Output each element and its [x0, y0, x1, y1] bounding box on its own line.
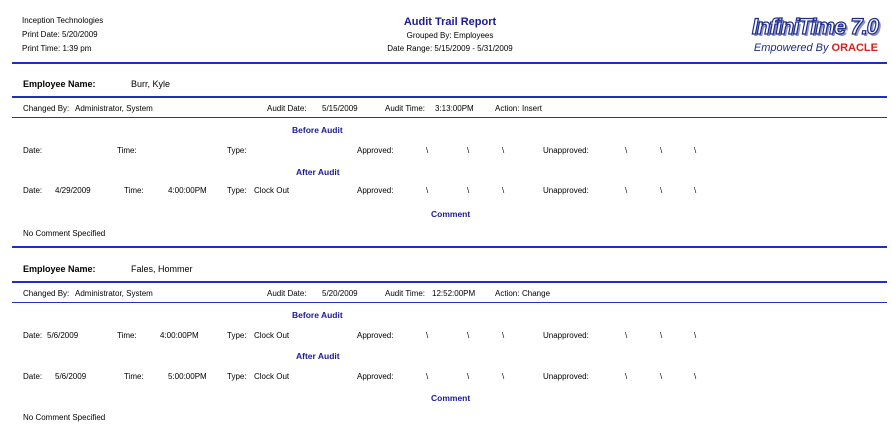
- after-type-value: Clock Out: [254, 372, 290, 381]
- action-label: Action:: [495, 104, 520, 113]
- slash: \: [467, 186, 470, 195]
- slash: \: [502, 331, 505, 340]
- grouped-by: Grouped By: Employees: [406, 31, 494, 40]
- after-time-label: Time:: [124, 372, 144, 381]
- employee-name-value: Burr, Kyle: [131, 79, 171, 89]
- divider: [12, 96, 887, 98]
- after-type-value: Clock Out: [254, 186, 290, 195]
- slash: \: [625, 186, 628, 195]
- after-unapproved-label: Unapproved:: [543, 372, 589, 381]
- action-value: Insert: [522, 104, 543, 113]
- before-approved-label: Approved:: [357, 146, 394, 155]
- audit-time-label: Audit Time:: [385, 289, 426, 298]
- changed-by-value: Administrator, System: [75, 289, 153, 298]
- changed-by-label: Changed By:: [23, 104, 70, 113]
- action-label: Action:: [495, 289, 520, 298]
- after-audit-heading: After Audit: [296, 351, 340, 361]
- slash: \: [625, 331, 628, 340]
- before-time-label: Time:: [117, 146, 137, 155]
- logo-tagline: Empowered By: [753, 42, 829, 54]
- before-unapproved-label: Unapproved:: [543, 146, 589, 155]
- audit-time-value: 12:52:00PM: [432, 289, 476, 298]
- before-time-value: 4:00:00PM: [160, 331, 199, 340]
- slash: \: [694, 372, 697, 381]
- audit-date-label: Audit Date:: [267, 289, 307, 298]
- slash: \: [467, 146, 470, 155]
- slash: \: [467, 331, 470, 340]
- print-time: Print Time: 1:39 pm: [22, 44, 92, 53]
- slash: \: [694, 146, 697, 155]
- after-approved-label: Approved:: [357, 372, 394, 381]
- slash: \: [660, 186, 663, 195]
- before-date-value: 5/6/2009: [47, 331, 79, 340]
- after-type-label: Type:: [227, 186, 247, 195]
- divider: [12, 246, 887, 248]
- logo-brand: ORACLE: [831, 42, 878, 54]
- logo-product: InfiniTime 7.0: [751, 14, 878, 39]
- divider: [12, 62, 887, 64]
- employee-name-label: Employee Name:: [23, 264, 96, 274]
- after-time-value: 5:00:00PM: [168, 372, 207, 381]
- comment-text: No Comment Specified: [23, 413, 106, 422]
- before-audit-heading: Before Audit: [292, 125, 343, 135]
- before-approved-label: Approved:: [357, 331, 394, 340]
- slash: \: [660, 331, 663, 340]
- before-type-value: Clock Out: [254, 331, 290, 340]
- changed-by-label: Changed By:: [23, 289, 70, 298]
- slash: \: [426, 146, 429, 155]
- report-title: Audit Trail Report: [403, 16, 497, 28]
- divider: [12, 117, 887, 118]
- infinitime-logo: [705, 15, 880, 57]
- audit-date-value: 5/20/2009: [322, 289, 358, 298]
- before-unapproved-label: Unapproved:: [543, 331, 589, 340]
- report-header-info: [22, 14, 103, 56]
- slash: \: [502, 186, 505, 195]
- audit-date-label: Audit Date:: [267, 104, 307, 113]
- slash: \: [694, 186, 697, 195]
- slash: \: [426, 186, 429, 195]
- slash: \: [467, 372, 470, 381]
- divider: [12, 302, 887, 303]
- slash: \: [660, 146, 663, 155]
- slash: \: [502, 146, 505, 155]
- after-date-value: 5/6/2009: [55, 372, 87, 381]
- after-date-label: Date:: [23, 186, 43, 195]
- company-name: Inception Technologies: [22, 16, 104, 25]
- employee-name-label: Employee Name:: [23, 79, 96, 89]
- slash: \: [426, 372, 429, 381]
- changed-by-value: Administrator, System: [75, 104, 153, 113]
- comment-heading: Comment: [431, 393, 471, 403]
- slash: \: [694, 331, 697, 340]
- after-date-value: 4/29/2009: [55, 186, 91, 195]
- divider: [12, 281, 887, 283]
- date-range: Date Range: 5/15/2009 - 5/31/2009: [387, 44, 513, 53]
- before-date-label: Date:: [23, 331, 43, 340]
- slash: \: [660, 372, 663, 381]
- before-audit-heading: Before Audit: [292, 310, 343, 320]
- logo-tagline-line: [754, 41, 878, 55]
- audit-date-value: 5/15/2009: [322, 104, 358, 113]
- after-audit-heading: After Audit: [296, 167, 340, 177]
- before-time-label: Time:: [117, 331, 137, 340]
- print-date: Print Date: 5/20/2009: [22, 30, 98, 39]
- after-unapproved-label: Unapproved:: [543, 186, 589, 195]
- before-type-label: Type:: [227, 146, 247, 155]
- before-date-label: Date:: [23, 146, 43, 155]
- report-title-block: [350, 15, 550, 55]
- employee-name-value: Fales, Hommer: [131, 264, 193, 274]
- slash: \: [625, 372, 628, 381]
- comment-text: No Comment Specified: [23, 229, 106, 238]
- audit-time-label: Audit Time:: [385, 104, 426, 113]
- slash: \: [502, 372, 505, 381]
- action-value: Change: [522, 289, 551, 298]
- after-date-label: Date:: [23, 372, 43, 381]
- after-time-label: Time:: [124, 186, 144, 195]
- comment-heading: Comment: [431, 209, 471, 219]
- after-time-value: 4:00:00PM: [168, 186, 207, 195]
- after-type-label: Type:: [227, 372, 247, 381]
- slash: \: [426, 331, 429, 340]
- slash: \: [625, 146, 628, 155]
- after-approved-label: Approved:: [357, 186, 394, 195]
- audit-time-value: 3:13:00PM: [435, 104, 474, 113]
- before-type-label: Type:: [227, 331, 247, 340]
